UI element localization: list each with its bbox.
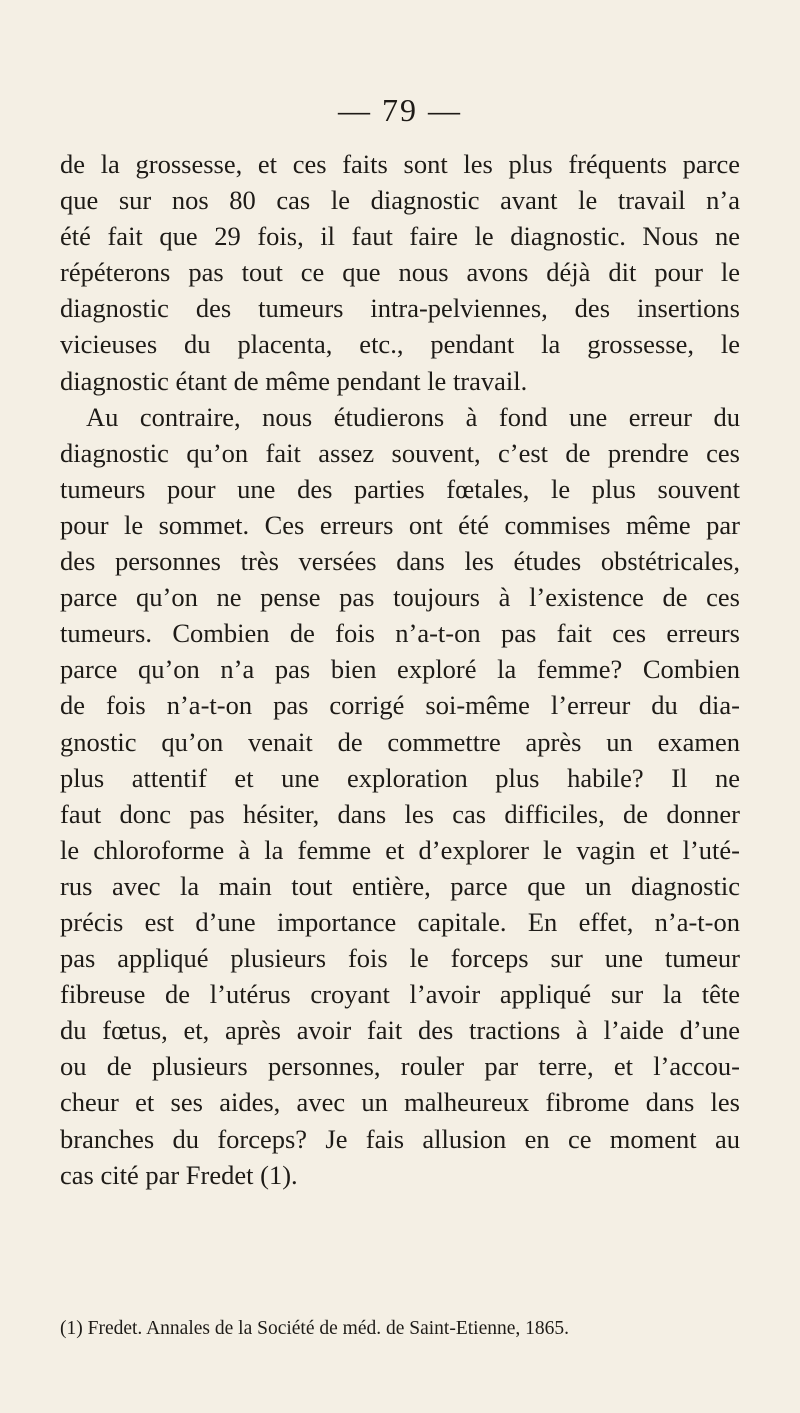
text-line: que sur nos 80 cas le diagnostic avant le travail n’a <box>60 185 740 216</box>
page-number: — 79 — <box>338 92 462 128</box>
text-line: pas appliqué plusieurs fois le forceps sur une tumeur <box>60 943 740 974</box>
text-line: ou de plusieurs personnes, rouler par terre, et l’accou- <box>60 1051 740 1082</box>
text-line: diagnostic qu’on fait assez souvent, c’est de prendre ces <box>60 437 740 468</box>
text-line: parce qu’on n’a pas bien exploré la femme? Combien <box>60 654 740 685</box>
text-line: parce qu’on ne pense pas toujours à l’existence de ces <box>60 582 740 613</box>
text-line: diagnostic étant de même pendant le travail. <box>60 365 528 396</box>
text-line: cas cité par Fredet (1). <box>60 1159 298 1190</box>
text-line: répéterons pas tout ce que nous avons déjà dit pour le <box>60 257 740 288</box>
text-line: diagnostic des tumeurs intra-pelviennes, des insertions <box>60 293 740 324</box>
body-text <box>60 146 740 1193</box>
text-line: gnostic qu’on venait de commettre après un examen <box>60 726 740 757</box>
text-line: pour le sommet. Ces erreurs ont été commises même par <box>60 509 740 540</box>
text-line: vicieuses du placenta, etc., pendant la grossesse, le <box>60 329 740 360</box>
text-line: le chloroforme à la femme et d’explorer le vagin et l’uté- <box>60 834 740 865</box>
text-line: de la grossesse, et ces faits sont les plus fréquents parce <box>60 149 740 179</box>
footnote: (1) Fredet. Annales de la Société de méd. de Saint-Etienne, 1865. <box>60 1318 570 1339</box>
text-line: Au contraire, nous étudierons à fond une erreur du <box>86 401 740 432</box>
text-line: plus attentif et une exploration plus habile? Il ne <box>60 762 740 793</box>
text-line: cheur et ses aides, avec un malheureux fibrome dans les <box>60 1087 740 1118</box>
text-line: tumeurs pour une des parties fœtales, le plus souvent <box>60 473 740 504</box>
text-line: précis est d’une importance capitale. En effet, n’a-t-on <box>60 906 740 937</box>
text-line: des personnes très versées dans les études obstétricales, <box>60 546 740 577</box>
text-line: tumeurs. Combien de fois n’a-t-on pas fait ces erreurs <box>60 618 740 649</box>
text-line: faut donc pas hésiter, dans les cas difficiles, de donner <box>60 798 740 829</box>
text-line: fibreuse de l’utérus croyant l’avoir appliqué sur la tête <box>60 979 740 1010</box>
text-line: rus avec la main tout entière, parce que un diagnostic <box>60 870 740 901</box>
text-line: du fœtus, et, après avoir fait des tractions à l’aide d’une <box>60 1015 740 1046</box>
text-line: été fait que 29 fois, il faut faire le diagnostic. Nous ne <box>60 221 740 252</box>
text-line: de fois n’a-t-on pas corrigé soi-même l’erreur du dia- <box>60 690 740 721</box>
text-line: branches du forceps? Je fais allusion en ce moment au <box>60 1123 740 1154</box>
